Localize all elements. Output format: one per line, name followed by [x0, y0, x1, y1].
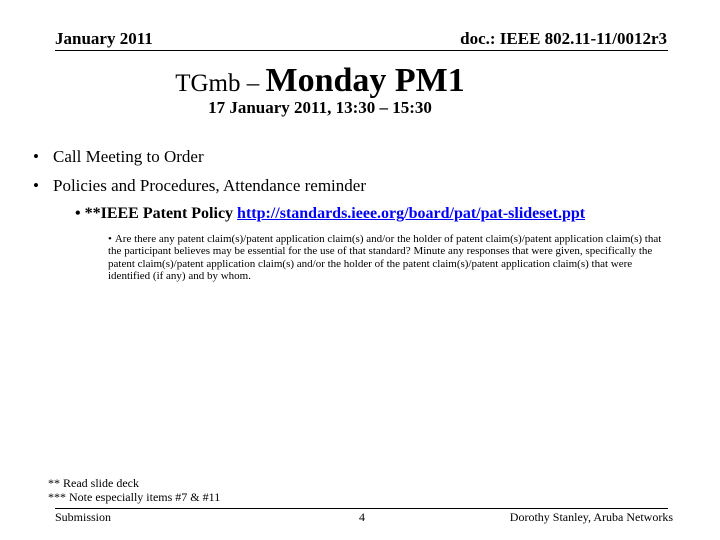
slide-title: [0, 62, 640, 100]
sub-bullet-item: [75, 205, 585, 223]
bullet-marker: •: [33, 147, 39, 166]
bullet-text: Call Meeting to Order: [53, 147, 204, 166]
bullet-marker: •: [33, 176, 39, 195]
footer-author: Dorothy Stanley, Aruba Networks: [509, 510, 673, 524]
note-items: *** Note especially items #7 & #11: [48, 490, 221, 504]
title-prefix: TGmb –: [175, 70, 266, 97]
title-main: Monday PM1: [265, 62, 465, 99]
bullet-item: [33, 147, 204, 167]
header-doc-id: doc.: IEEE 802.11-11/0012r3: [460, 29, 667, 48]
bullet-item: [33, 176, 366, 196]
slide-subtitle: 17 January 2011, 13:30 – 15:30: [208, 98, 432, 117]
header-date: January 2011: [55, 29, 153, 48]
footer-submission: Submission: [55, 510, 112, 524]
patent-policy-label: **IEEE Patent Policy: [84, 205, 238, 222]
header-divider: [55, 50, 668, 51]
page-number: 4: [359, 510, 365, 524]
note-read-slide-deck: ** Read slide deck: [48, 476, 139, 490]
bullet-marker: •: [108, 233, 112, 245]
bullet-marker: •: [75, 205, 81, 222]
sub-sub-bullet-item: [108, 233, 663, 282]
bullet-text: Policies and Procedures, Attendance reminder: [53, 176, 366, 195]
patent-policy-link[interactable]: http://standards.ieee.org/board/pat/pat-slideset.ppt: [237, 205, 586, 222]
patent-question-text: Are there any patent claim(s)/patent application claim(s) and/or the holder of patent claim(s)/patent application claim(s) that the participant believes may be essential for the use of that standard? Minute any responses that were given, specifically the patent claim(s)/patent application claim(s) and/or the holder of the patent claim(s)/patent application claim(s) that were identified (if any) and by whom.: [108, 233, 662, 282]
footer-divider: [55, 508, 668, 509]
